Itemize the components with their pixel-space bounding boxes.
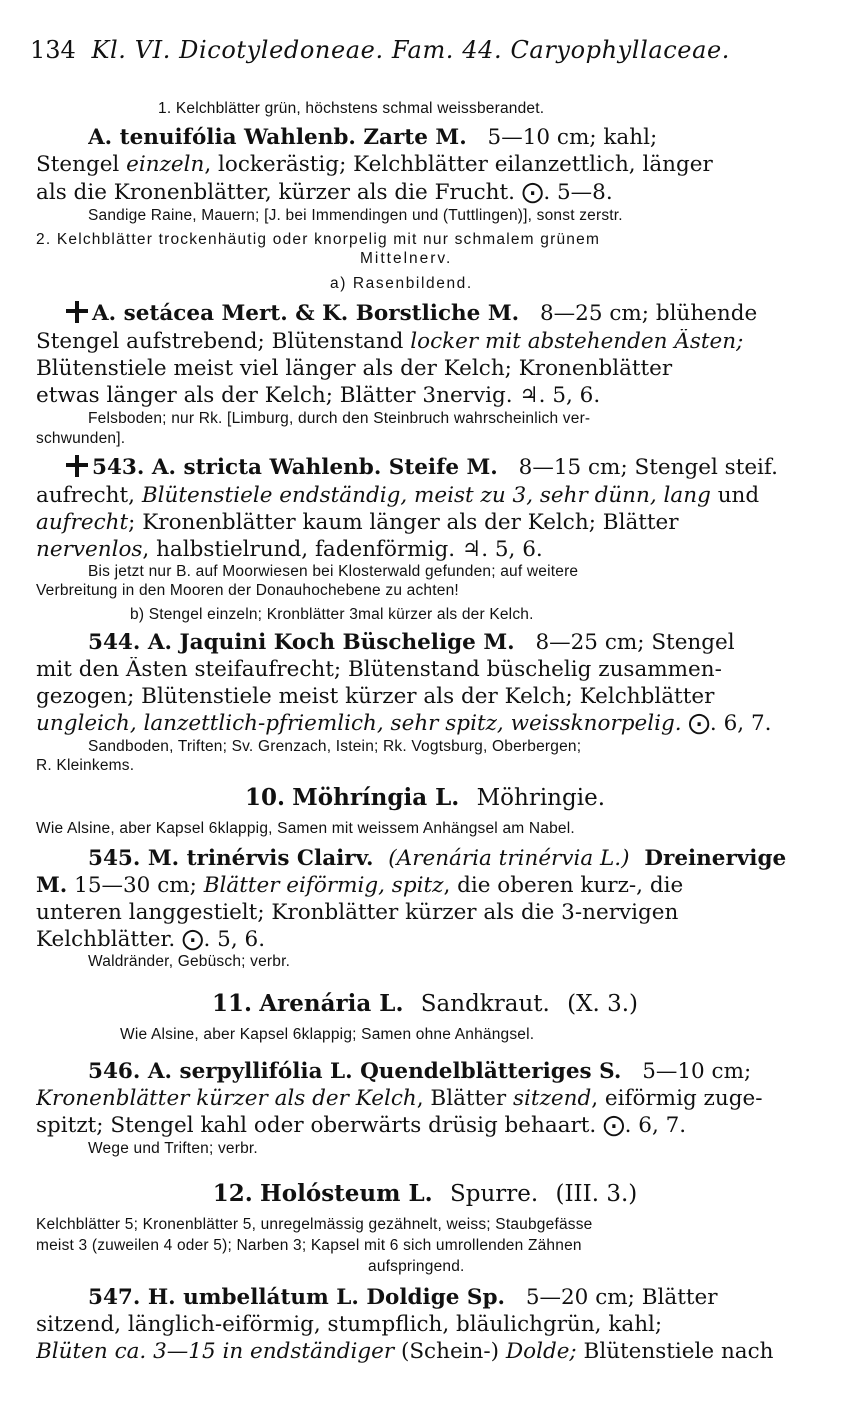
genus-12-description-3: aufspringend. [368,1258,465,1275]
genus-10-heading: 10. Möhríngia L. Möhringie. [244,784,606,811]
species-543-line-3: aufrecht; Kronenblätter kaum länger als der Kelch; Blätter [36,510,679,535]
species-547-name: 547. H. umbellátum L. Doldige Sp. [88,1285,505,1310]
key-line-2b-sub: b) Stengel einzeln; Kronblätter 3mal kürzer als der Kelch. [130,606,534,623]
genus-11-description: Wie Alsine, aber Kapsel 6klappig; Samen ohne Anhängsel. [120,1026,535,1043]
species-setacea-line-4: etwas länger als der Kelch; Blätter 3nervig. ♃. 5, 6. [36,383,601,408]
running-title: Kl. VI. Dicotyledoneae. Fam. 44. Caryophyllaceae. [91,36,731,64]
page-number: 134 [30,36,76,64]
genus-12-description-2: meist 3 (zuweilen 4 oder 5); Narben 3; Kapsel mit 6 sich umrollenden Zähnen [36,1237,582,1254]
species-543-line-1: 543. A. stricta Wahlenb. Steife M. 8—15 cm; Stengel steif. [66,455,850,480]
species-547-line-2: sitzend, länglich-eiförmig, stumpflich, bläulichgrün, kahl; [36,1312,663,1337]
genus-11-heading: 11. Arenária L. Sandkraut. (X. 3.) [211,990,639,1017]
key-line-2b: Mittelnerv. [360,250,453,267]
genus-10-description: Wie Alsine, aber Kapsel 6klappig, Samen mit weissem Anhängsel am Nabel. [36,820,575,837]
species-542-line-1: A. tenuifólia Wahlenb. Zarte M. 5—10 cm; kahl; [88,125,658,150]
species-setacea-line-3: Blütenstiele meist viel länger als der Kelch; Kronenblätter [36,356,673,381]
species-546-line-3: spitzt; Stengel kahl oder oberwärts drüsig behaart. ⨀. 6, 7. [36,1113,687,1138]
species-542-line-2: Stengel einzeln, lockerästig; Kelchblätter eilanzettlich, länger [36,152,713,177]
species-setacea-habitat: Felsboden; nur Rk. [Limburg, durch den Steinbruch wahrscheinlich ver- [88,410,591,427]
species-542-name: A. tenuifólia Wahlenb. Zarte M. [88,125,467,150]
species-543-habitat: Bis jetzt nur B. auf Moorwiesen bei Klosterwald gefunden; auf weitere [88,563,579,580]
running-header [30,36,850,64]
species-545-line-3: unteren langgestielt; Kronblätter kürzer als die 3-nervigen [36,900,679,925]
key-line-1: 1. Kelchblätter grün, höchstens schmal weissberandet. [158,100,545,117]
genus-12-heading: 12. Holósteum L. Spurre. (III. 3.) [212,1180,638,1207]
species-545-name: 545. M. trinérvis Clairv. [88,846,374,871]
species-545-habitat: Waldränder, Gebüsch; verbr. [88,953,291,970]
species-544-name: 544. A. Jaquini Koch Büschelige M. [88,630,515,655]
species-543-line-2: aufrecht, Blütenstiele endständig, meist zu 3, sehr dünn, lang und [36,483,760,508]
species-setacea-line-2: Stengel aufstrebend; Blütenstand locker mit abstehenden Ästen; [36,329,744,354]
species-544-line-2: mit den Ästen steifaufrecht; Blütenstand büschelig zusammen- [36,657,722,682]
species-544-line-3: gezogen; Blütenstiele meist kürzer als der Kelch; Kelchblätter [36,684,715,709]
species-545-line-2: M. 15—30 cm; Blätter eiförmig, spitz, die oberen kurz-, die [36,873,684,898]
species-547-line-3: Blüten ca. 3—15 in endständiger (Schein-) Dolde; Blütenstiele nach [36,1339,774,1364]
species-setacea-habitat-2: schwunden]. [36,430,126,447]
genus-12-description-1: Kelchblätter 5; Kronenblätter 5, unregelmässig gezähnelt, weiss; Staubgefässe [36,1216,593,1233]
cross-icon [66,455,88,477]
key-line-2a: a) Rasenbildend. [330,275,473,292]
species-545-line-4: Kelchblätter. ⨀. 5, 6. [36,927,266,952]
species-setacea-name: A. setácea Mert. & K. Borstliche M. [92,301,520,326]
species-544-line-4: ungleich, lanzettlich-pfriemlich, sehr spitz, weissknorpelig. ⨀. 6, 7. [36,711,772,736]
species-543-habitat-2: Verbreitung in den Mooren der Donauhochebene zu achten! [36,582,459,599]
species-544-habitat-2: R. Kleinkems. [36,757,135,774]
species-546-line-2: Kronenblätter kürzer als der Kelch, Blätter sitzend, eiförmig zuge- [36,1086,763,1111]
key-line-2: 2. Kelchblätter trockenhäutig oder knorpelig mit nur schmalem grünem [36,231,601,248]
species-545-line-1: 545. M. trinérvis Clairv. (Arenária trinérvia L.) Dreinervige [88,846,787,871]
species-546-line-1: 546. A. serpyllifólia L. Quendelblätteriges S. 5—10 cm; [88,1059,752,1084]
species-setacea-line-1: A. setácea Mert. & K. Borstliche M. 8—25 cm; blühende [66,301,850,326]
species-547-line-1: 547. H. umbellátum L. Doldige Sp. 5—20 cm; Blätter [88,1285,718,1310]
species-543-line-4: nervenlos, halbstielrund, fadenförmig. ♃. 5, 6. [36,537,543,562]
species-542-line-3: als die Kronenblätter, kürzer als die Frucht. ⨀. 5—8. [36,180,613,205]
species-546-name: 546. A. serpyllifólia L. Quendelblätteriges S. [88,1059,622,1084]
species-546-habitat: Wege und Triften; verbr. [88,1140,258,1157]
species-544-line-1: 544. A. Jaquini Koch Büschelige M. 8—25 cm; Stengel [88,630,735,655]
cross-icon [66,301,88,323]
species-542-habitat: Sandige Raine, Mauern; [J. bei Immendingen und (Tuttlingen)], sonst zerstr. [88,207,623,224]
species-543-name: 543. A. stricta Wahlenb. Steife M. [92,455,498,480]
species-544-habitat: Sandboden, Triften; Sv. Grenzach, Istein; Rk. Vogtsburg, Oberbergen; [88,738,582,755]
